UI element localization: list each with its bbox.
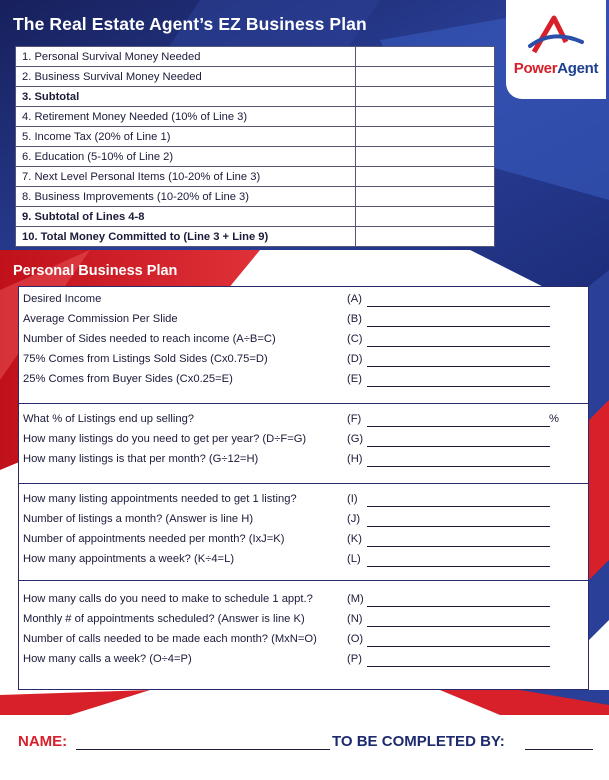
power-agent-icon bbox=[528, 12, 584, 60]
plan-table-row bbox=[16, 147, 495, 167]
question-text: How many calls do you need to make to schedule 1 appt.? bbox=[23, 593, 313, 605]
plan-row-value-cell[interactable] bbox=[356, 67, 495, 87]
answer-field[interactable] bbox=[367, 346, 550, 347]
answer-field[interactable] bbox=[367, 366, 550, 367]
answer-field[interactable] bbox=[367, 606, 550, 607]
plan-row-value-cell[interactable] bbox=[356, 87, 495, 107]
question-text: Average Commission Per Slide bbox=[23, 313, 178, 325]
answer-code: (F) bbox=[347, 413, 362, 425]
answer-code: (O) bbox=[347, 633, 364, 645]
answer-code: (I) bbox=[347, 493, 358, 505]
plan-question-row bbox=[23, 553, 583, 569]
logo-wordmark bbox=[506, 60, 606, 77]
question-text: 75% Comes from Listings Sold Sides (Cx0.75=D) bbox=[23, 353, 268, 365]
plan-question-row bbox=[23, 413, 583, 429]
plan-table-row bbox=[16, 47, 495, 67]
question-text: Number of Sides needed to reach income (A÷B=C) bbox=[23, 333, 276, 345]
answer-field[interactable] bbox=[367, 326, 550, 327]
answer-code: (K) bbox=[347, 533, 362, 545]
plan-row-label: 4. Retirement Money Needed (10% of Line 3) bbox=[16, 107, 356, 127]
section-divider bbox=[19, 403, 588, 404]
plan-row-value-cell[interactable] bbox=[356, 227, 495, 247]
question-text: Monthly # of appointments scheduled? (Answer is line K) bbox=[23, 613, 305, 625]
answer-code: (N) bbox=[347, 613, 363, 625]
answer-code: (P) bbox=[347, 653, 362, 665]
personal-business-plan-title: Personal Business Plan bbox=[13, 263, 178, 279]
plan-question-row bbox=[23, 593, 583, 609]
answer-code: (M) bbox=[347, 593, 364, 605]
plan-row-label: 10. Total Money Committed to (Line 3 + Line 9) bbox=[16, 227, 356, 247]
answer-field[interactable] bbox=[367, 646, 550, 647]
plan-row-label: 5. Income Tax (20% of Line 1) bbox=[16, 127, 356, 147]
plan-question-row bbox=[23, 493, 583, 509]
plan-table-row bbox=[16, 207, 495, 227]
name-field[interactable] bbox=[76, 749, 330, 750]
question-text: 25% Comes from Buyer Sides (Cx0.25=E) bbox=[23, 373, 233, 385]
answer-field[interactable] bbox=[367, 566, 550, 567]
plan-row-value-cell[interactable] bbox=[356, 167, 495, 187]
answer-code: (C) bbox=[347, 333, 363, 345]
plan-question-row bbox=[23, 613, 583, 629]
answer-code: (H) bbox=[347, 453, 363, 465]
plan-row-value-cell[interactable] bbox=[356, 47, 495, 67]
plan-question-row bbox=[23, 333, 583, 349]
plan-row-label: 1. Personal Survival Money Needed bbox=[16, 47, 356, 67]
page-title: The Real Estate Agent’s EZ Business Plan bbox=[13, 14, 367, 34]
plan-question-row bbox=[23, 433, 583, 449]
plan-table-row bbox=[16, 227, 495, 247]
plan-question-row bbox=[23, 313, 583, 329]
plan-table-row bbox=[16, 87, 495, 107]
answer-code: (B) bbox=[347, 313, 362, 325]
plan-row-value-cell[interactable] bbox=[356, 107, 495, 127]
plan-question-row bbox=[23, 373, 583, 389]
answer-code: (G) bbox=[347, 433, 364, 445]
question-text: Desired Income bbox=[23, 293, 102, 305]
section-divider bbox=[19, 580, 588, 581]
question-text: What % of Listings end up selling? bbox=[23, 413, 195, 425]
answer-field[interactable] bbox=[367, 426, 550, 427]
completed-by-field[interactable] bbox=[525, 749, 593, 750]
answer-field[interactable] bbox=[367, 386, 550, 387]
plan-row-value-cell[interactable] bbox=[356, 207, 495, 227]
plan-question-row bbox=[23, 533, 583, 549]
question-text: Number of listings a month? (Answer is line H) bbox=[23, 513, 254, 525]
plan-row-label: 3. Subtotal bbox=[16, 87, 356, 107]
question-text: How many calls a week? (O÷4=P) bbox=[23, 653, 192, 665]
answer-field[interactable] bbox=[367, 666, 550, 667]
name-label: NAME: bbox=[18, 733, 68, 750]
plan-table-row bbox=[16, 107, 495, 127]
answer-field[interactable] bbox=[367, 446, 550, 447]
plan-table-row bbox=[16, 187, 495, 207]
question-text: Number of calls needed to be made each month? (MxN=O) bbox=[23, 633, 317, 645]
answer-code: (L) bbox=[347, 553, 361, 565]
section-divider bbox=[19, 483, 588, 484]
answer-code: (A) bbox=[347, 293, 362, 305]
completed-by-label: TO BE COMPLETED BY: bbox=[332, 733, 505, 750]
money-needed-table bbox=[15, 46, 495, 247]
plan-question-row bbox=[23, 353, 583, 369]
answer-field[interactable] bbox=[367, 306, 550, 307]
question-text: How many appointments a week? (K÷4=L) bbox=[23, 553, 235, 565]
answer-field[interactable] bbox=[367, 506, 550, 507]
logo-power-text: Power bbox=[513, 60, 558, 77]
plan-question-row bbox=[23, 653, 583, 669]
answer-code: (E) bbox=[347, 373, 362, 385]
plan-table-row bbox=[16, 127, 495, 147]
answer-field[interactable] bbox=[367, 526, 550, 527]
answer-unit: % bbox=[549, 413, 559, 425]
plan-row-label: 6. Education (5-10% of Line 2) bbox=[16, 147, 356, 167]
answer-code: (D) bbox=[347, 353, 363, 365]
plan-row-label: 7. Next Level Personal Items (10-20% of Line 3) bbox=[16, 167, 356, 187]
question-text: How many listings is that per month? (G÷12=H) bbox=[23, 453, 259, 465]
question-text: How many listing appointments needed to get 1 listing? bbox=[23, 493, 297, 505]
answer-field[interactable] bbox=[367, 466, 550, 467]
plan-row-label: 2. Business Survival Money Needed bbox=[16, 67, 356, 87]
question-text: How many listings do you need to get per year? (D÷F=G) bbox=[23, 433, 307, 445]
plan-question-row bbox=[23, 633, 583, 649]
plan-table-row bbox=[16, 167, 495, 187]
plan-question-row bbox=[23, 513, 583, 529]
answer-field[interactable] bbox=[367, 546, 550, 547]
plan-row-label: 8. Business Improvements (10-20% of Line 3) bbox=[16, 187, 356, 207]
plan-table-row bbox=[16, 67, 495, 87]
answer-code: (J) bbox=[347, 513, 361, 525]
plan-row-value-cell[interactable] bbox=[356, 127, 495, 147]
plan-question-row bbox=[23, 293, 583, 309]
logo-agent-text: Agent bbox=[557, 60, 599, 77]
plan-row-value-cell[interactable] bbox=[356, 187, 495, 207]
plan-question-row bbox=[23, 453, 583, 469]
power-agent-logo bbox=[506, 0, 606, 99]
plan-row-label: 9. Subtotal of Lines 4-8 bbox=[16, 207, 356, 227]
question-text: Number of appointments needed per month? (IxJ=K) bbox=[23, 533, 285, 545]
personal-business-plan-form bbox=[18, 286, 589, 690]
plan-row-value-cell[interactable] bbox=[356, 147, 495, 167]
answer-field[interactable] bbox=[367, 626, 550, 627]
